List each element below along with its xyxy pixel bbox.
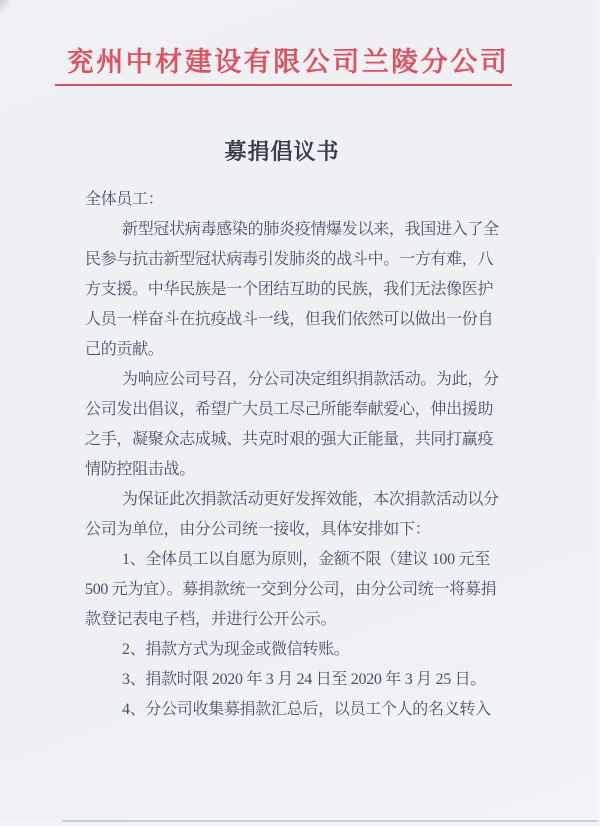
body-line: 3、捐款时限 2020 年 3 月 24 日至 2020 年 3 月 25 日。 [122, 671, 487, 688]
body-line: 500 元为宜）。募捐款统一交到分公司，由分公司统一将募捐 [85, 581, 497, 598]
salutation: 全体员工： [85, 191, 164, 208]
body-line: 之手，凝聚众志成城、共克时艰的强大正能量，共同打赢疫 [85, 431, 494, 448]
body-line: 人员一样奋斗在抗疫战斗一线，但我们依然可以做出一份自 [85, 311, 494, 328]
scan-corner-shadow [0, 0, 9, 15]
body-line: 公司发出倡议，希望广大员工尽己所能奉献爱心，伸出援助 [85, 401, 494, 418]
body-line: 4、分公司收集募捐款汇总后，以员工个人的名义转入 [122, 701, 491, 718]
body-line: 情防控阻击战。 [85, 461, 195, 478]
body-line: 己的贡献。 [85, 341, 164, 358]
body-line: 2、捐款方式为现金或微信转账。 [122, 641, 350, 658]
body-line: 为保证此次捐款活动更好发挥效能，本次捐款活动以分 [122, 491, 499, 508]
body-line: 公司为单位，由分公司统一接收，具体安排如下： [85, 521, 431, 538]
body-line: 为响应公司号召，分公司决定组织捐款活动。为此，分 [122, 371, 499, 388]
body-line: 1、全体员工以自愿为原则，金额不限（建议 100 元至 [122, 551, 490, 568]
company-letterhead: 兖州中材建设有限公司兰陵分公司 [66, 47, 510, 77]
document-body [85, 185, 515, 725]
scan-right-edge [595, 0, 600, 826]
letterhead-divider-line [55, 84, 512, 86]
body-line: 民参与抗击新型冠状病毒引发肺炎的战斗中。一方有难，八 [85, 251, 494, 268]
document-title: 募捐倡议书 [224, 139, 340, 164]
body-line: 款登记表电子档，并进行公开公示。 [85, 611, 337, 628]
scan-below-page-area [0, 822, 600, 826]
body-line: 新型冠状病毒感染的肺炎疫情爆发以来，我国进入了全 [122, 221, 499, 238]
body-line: 方支援。中华民族是一个团结互助的民族，我们无法像医护 [85, 281, 494, 298]
